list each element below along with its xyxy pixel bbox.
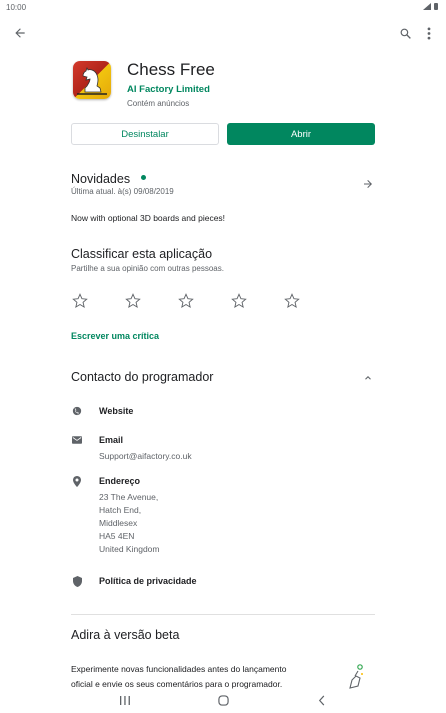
write-review-link[interactable]: Escrever uma crítica (71, 331, 160, 341)
whats-new-header[interactable] (71, 170, 130, 188)
address-line: Middlesex (99, 518, 138, 528)
system-icons (423, 3, 438, 10)
globe-icon (71, 405, 83, 417)
beta-text-line: Experimente novas funcionalidades antes do lançamento (71, 664, 287, 674)
new-indicator-dot (141, 175, 146, 180)
open-button[interactable]: Abrir (227, 123, 375, 145)
address-label[interactable]: Endereço (99, 476, 141, 486)
back-icon[interactable] (315, 693, 329, 707)
email-label[interactable]: Email (99, 435, 124, 445)
developer-link[interactable]: AI Factory Limited (127, 84, 210, 95)
home-icon[interactable] (216, 693, 230, 707)
status-time: 10:00 (6, 3, 27, 12)
whats-new-text: Now with optional 3D boards and pieces! (71, 213, 226, 223)
privacy-policy-link[interactable]: Política de privacidade (99, 576, 197, 586)
star-outline-icon[interactable] (231, 293, 247, 309)
website-link[interactable]: Website (99, 406, 134, 416)
email-value[interactable]: Support@aifactory.co.uk (99, 451, 192, 461)
rate-title: Classificar esta aplicação (71, 247, 213, 261)
mail-icon (71, 434, 83, 446)
status-bar (0, 0, 446, 16)
arrow-right-icon[interactable] (361, 177, 375, 191)
star-outline-icon[interactable] (125, 293, 141, 309)
beta-text-line: oficial e envie os seus comentários para o programador. (71, 679, 283, 689)
chevron-up-icon[interactable] (361, 371, 375, 385)
search-icon[interactable] (397, 25, 413, 41)
battery-icon (434, 3, 438, 10)
beta-description (71, 662, 286, 692)
star-outline-icon[interactable] (72, 293, 88, 309)
address-line: HA5 4EN (99, 531, 135, 541)
more-vert-icon[interactable] (422, 25, 436, 41)
recents-icon[interactable] (118, 694, 132, 706)
contact-title[interactable]: Contacto do programador (71, 370, 214, 384)
address-line: Hatch End, (99, 505, 142, 515)
star-outline-icon[interactable] (284, 293, 300, 309)
address-block[interactable] (99, 491, 159, 556)
app-icon (73, 61, 111, 99)
last-updated: Última atual. à(s) 09/08/2019 (71, 187, 174, 196)
whats-new-title: Novidades (71, 172, 131, 186)
signal-icon (423, 3, 431, 10)
section-divider (71, 614, 375, 615)
ads-notice: Contém anúncios (127, 99, 190, 108)
address-line: 23 The Avenue, (99, 492, 159, 502)
beta-illustration-icon (342, 662, 366, 690)
beta-title: Adira à versão beta (71, 628, 180, 642)
address-line: United Kingdom (99, 544, 160, 554)
app-title: Chess Free (127, 60, 215, 79)
uninstall-button[interactable]: Desinstalar (71, 123, 219, 145)
star-outline-icon[interactable] (178, 293, 194, 309)
star-rating (72, 293, 312, 311)
chess-knight-icon (73, 61, 111, 99)
location-pin-icon (71, 475, 83, 487)
shield-icon (71, 575, 83, 587)
back-arrow-icon[interactable] (12, 25, 28, 41)
rate-subtitle: Partilhe a sua opinião com outras pessoas. (71, 264, 224, 273)
system-nav-bar (0, 690, 446, 713)
